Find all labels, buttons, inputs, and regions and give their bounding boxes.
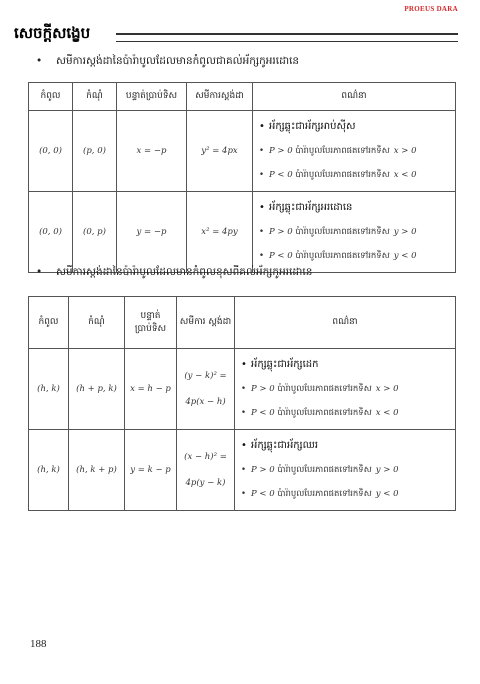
directrix-cell: x = h − p [125, 349, 177, 430]
vertex-cell: (h, k) [29, 349, 69, 430]
equation-cell [177, 349, 235, 430]
equation-cell: y² = 4px [187, 111, 253, 192]
description-title: • អ័ក្សឆ្លុះជាអ័ក្សឈរ [241, 440, 318, 451]
page-number: 188 [30, 638, 47, 650]
header-brand: PROEUS DARA [404, 5, 458, 13]
directrix-cell: x = −p [117, 111, 187, 192]
description-line: • P < 0 ប៉ារ៉ាបូលបែរភាពផតទៅរកទិស x < 0 [259, 170, 417, 180]
table-row [29, 111, 456, 192]
section-2-intro [36, 266, 312, 281]
standard-equation-table-origin [28, 82, 456, 273]
section-2-intro-text: សមីការស្តង់ដានៃប៉ារ៉ាបូលដែលមានកំពូលខុសពីគល់អ័ក្សកូអរដោនេ [56, 266, 313, 278]
description-line: • P < 0 ប៉ារ៉ាបូលបែរភាពផតទៅរកទិស y < 0 [259, 251, 417, 261]
equation-cell [177, 430, 235, 511]
description-cell [253, 192, 456, 273]
bullet-icon: • [36, 55, 43, 67]
description-line: • P > 0 ប៉ារ៉ាបូលបែរភាពផតទៅរកទិស x > 0 [259, 146, 417, 156]
section-1-intro-text: សមីការស្តង់ដានៃប៉ារ៉ាបូលដែលមានកំពូលជាគល់អ័ក្សកូអរដោនេ [56, 55, 300, 67]
table-header-row [29, 297, 456, 349]
standard-equation-table-shifted [28, 296, 456, 511]
description-line: • P > 0 ប៉ារ៉ាបូលបែរភាពផតទៅរកទិស x > 0 [241, 384, 399, 394]
heading-rule [116, 33, 458, 42]
equation-top: (y − k)² = [184, 371, 227, 381]
header-focus: កំណុំ [73, 83, 117, 111]
vertex-cell: (0, 0) [29, 192, 73, 273]
header-description: ពណ៌នា [235, 297, 456, 349]
bullet-icon: • [36, 266, 43, 278]
header-directrix: បន្ទាត់ប្រាប់ទិស [117, 83, 187, 111]
directrix-cell: y = k − p [125, 430, 177, 511]
description-line: • P > 0 ប៉ារ៉ាបូលបែរភាពផតទៅរកទិស y > 0 [241, 465, 399, 475]
header-directrix: បន្ទាត់ ប្រាប់ទិស [125, 297, 177, 349]
focus-cell: (h + p, k) [69, 349, 125, 430]
section-1-intro [36, 55, 299, 70]
table-header-row [29, 83, 456, 111]
summary-heading: សេចក្តីសង្ខេប [14, 24, 91, 42]
description-cell [235, 430, 456, 511]
equation-top: (x − h)² = [184, 452, 227, 462]
header-equation: សមីការ ស្តង់ដា [177, 297, 235, 349]
equation-bottom: 4p(y − k) [185, 478, 226, 488]
description-title: • អ័ក្សឆ្លុះជាអ័ក្សអរដោនេ [259, 202, 353, 213]
header-description: ពណ៌នា [253, 83, 456, 111]
vertex-cell: (h, k) [29, 430, 69, 511]
directrix-cell: y = −p [117, 192, 187, 273]
equation-bottom: 4p(x − h) [185, 397, 226, 407]
focus-cell: (0, p) [73, 192, 117, 273]
description-cell [235, 349, 456, 430]
table-row [29, 349, 456, 430]
description-title: • អ័ក្សឆ្លុះជាអ័ក្សដេក [241, 359, 319, 370]
description-line: • P < 0 ប៉ារ៉ាបូលបែរភាពផតទៅរកទិស x < 0 [241, 408, 399, 418]
header-focus: កំណុំ [69, 297, 125, 349]
header-equation: សមីការស្តង់ដា [187, 83, 253, 111]
equation-cell: x² = 4py [187, 192, 253, 273]
vertex-cell: (0, 0) [29, 111, 73, 192]
description-cell [253, 111, 456, 192]
description-line: • P > 0 ប៉ារ៉ាបូលបែរភាពផតទៅរកទិស y > 0 [259, 227, 417, 237]
header-vertex: កំពូល [29, 83, 73, 111]
focus-cell: (h, k + p) [69, 430, 125, 511]
table-row [29, 192, 456, 273]
description-line: • P < 0 ប៉ារ៉ាបូលបែរភាពផតទៅរកទិស y < 0 [241, 489, 399, 499]
focus-cell: (p, 0) [73, 111, 117, 192]
description-title: • អ័ក្សឆ្លុះជាអ័ក្សអាប់ស៊ីស [259, 121, 356, 132]
table-row [29, 430, 456, 511]
header-vertex: កំពូល [29, 297, 69, 349]
